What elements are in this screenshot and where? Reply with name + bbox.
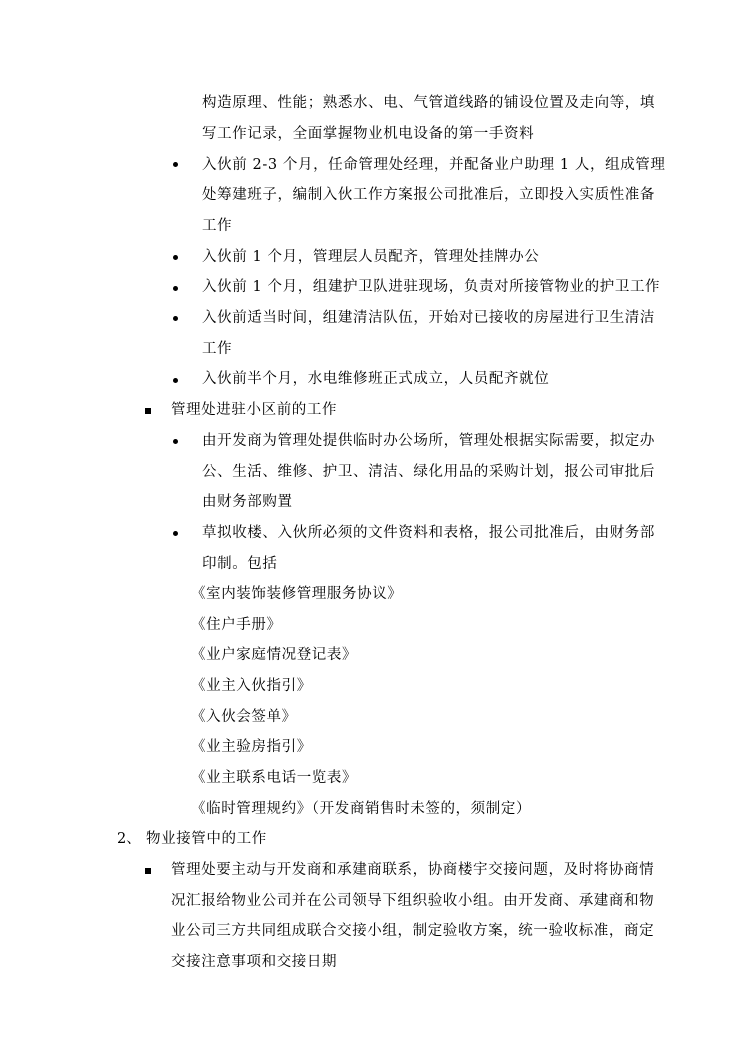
text-line: 处筹建班子，编制入伙工作方案报公司批准后，立即投入实质性准备 <box>202 187 655 203</box>
bullet-dot-icon <box>173 531 178 536</box>
section-heading: 物业接管中的工作 <box>146 831 267 847</box>
text-line: 工作 <box>202 341 233 357</box>
bullet-square-icon <box>145 868 151 874</box>
text-line: 工作 <box>202 218 233 234</box>
form-title: 《室内装饰装修管理服务协议》 <box>191 586 403 602</box>
text-line: 公、生活、维修、护卫、清洁、绿化用品的采购计划，报公司审批后 <box>202 464 655 480</box>
text-line: 管理处要主动与开发商和承建商联系，协商楼宇交接问题，及时将协商情 <box>171 862 655 878</box>
text-line: 入伙前 2-3 个月，任命管理处经理，并配备业户助理 1 人，组成管理 <box>202 157 666 173</box>
bullet-dot-icon <box>173 439 178 444</box>
text-line: 况汇报给物业公司并在公司领导下组织验收小组。由开发商、承建商和物 <box>171 893 655 909</box>
form-title: 《业主入伙指引》 <box>191 678 312 694</box>
text-line: 入伙前 1 个月，管理层人员配齐，管理处挂牌办公 <box>202 249 540 265</box>
form-title: 《临时管理规约》（开发商销售时未签的，须制定） <box>191 801 532 817</box>
bullet-dot-icon <box>173 378 178 383</box>
form-title: 《业户家庭情况登记表》 <box>191 647 358 663</box>
section-number: 2、 <box>117 831 141 847</box>
text-line: 入伙前适当时间，组建清洁队伍，开始对已接收的房屋进行卫生清洁 <box>202 310 655 326</box>
form-title: 《业主验房指引》 <box>191 739 312 755</box>
text-line: 草拟收楼、入伙所必须的文件资料和表格，报公司批准后，由财务部 <box>202 525 655 541</box>
bullet-dot-icon <box>173 286 178 291</box>
text-line: 管理处进驻小区前的工作 <box>171 402 338 418</box>
form-title: 《入伙会签单》 <box>191 709 297 725</box>
bullet-dot-icon <box>173 316 178 321</box>
text-line: 入伙前半个月，水电维修班正式成立，人员配齐就位 <box>202 371 550 387</box>
bullet-dot-icon <box>173 255 178 260</box>
bullet-dot-icon <box>173 162 178 167</box>
text-line: 由财务部购置 <box>202 494 293 510</box>
text-line: 构造原理、性能；熟悉水、电、气管道线路的铺设位置及走向等，填 <box>202 95 655 111</box>
text-line: 交接注意事项和交接日期 <box>171 954 338 970</box>
text-line: 印制。包括 <box>202 556 278 572</box>
text-line: 业公司三方共同组成联合交接小组，制定验收方案，统一验收标准，商定 <box>171 923 655 939</box>
form-title: 《住户手册》 <box>191 617 282 633</box>
text-line: 入伙前 1 个月，组建护卫队进驻现场，负责对所接管物业的护卫工作 <box>202 279 661 295</box>
text-line: 由开发商为管理处提供临时办公场所，管理处根据实际需要，拟定办 <box>202 433 655 449</box>
text-line: 写工作记录，全面掌握物业机电设备的第一手资料 <box>202 126 535 142</box>
bullet-square-icon <box>145 408 151 414</box>
form-title: 《业主联系电话一览表》 <box>191 770 358 786</box>
